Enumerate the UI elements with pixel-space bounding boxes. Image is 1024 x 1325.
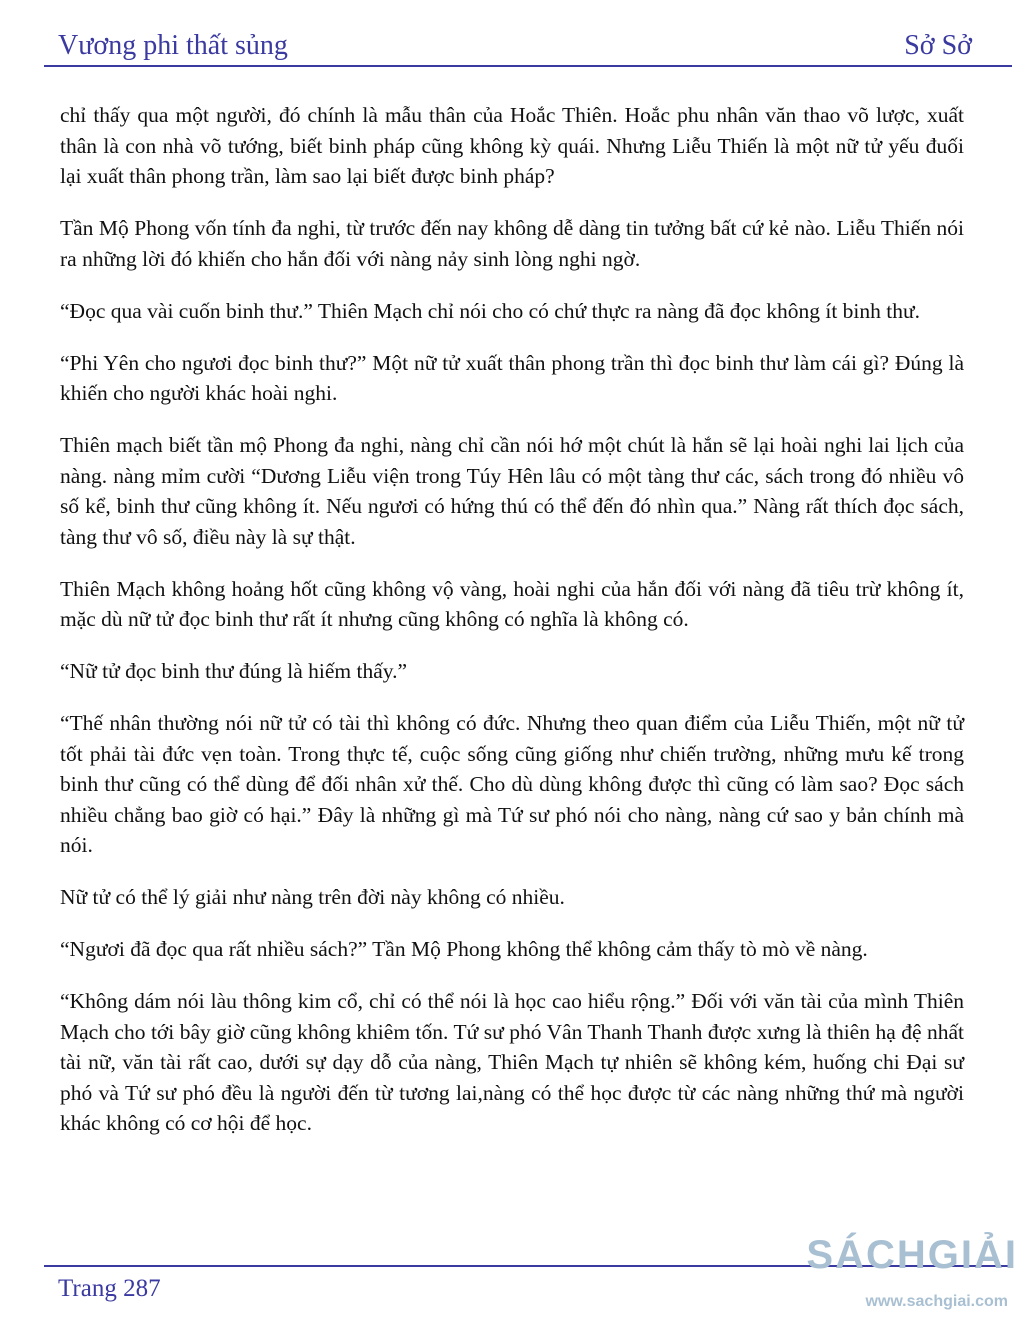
paragraph: “Không dám nói làu thông kim cổ, chỉ có thể nói là học cao hiểu rộng.” Đối với văn tài của mình Thiên Mạch cho tới bây giờ cũng không khiêm tốn. Tứ sư phó Vân Thanh Thanh được xưng là thiên hạ đệ nhất tài nữ, văn tài rất cao, dưới sự dạy dỗ của nàng, Thiên Mạch tự nhiên sẽ không kém, huống chi Đại sư phó và Tứ sư phó đều là người đến từ tương lai,nàng có thể học được từ các nàng những thứ mà người khác không có cơ hội để học. (60, 989, 964, 1135)
book-title: Vương phi thất sủng (58, 30, 288, 61)
page-number: Trang 287 (58, 1275, 161, 1302)
paragraph: Thiên Mạch không hoảng hốt cũng không vộ vàng, hoài nghi của hắn đối với nàng đã tiêu trừ không ít, mặc dù nữ tử đọc binh thư rất ít nhưng cũng không có nghĩa là không có. (60, 576, 964, 631)
paragraph: “Phi Yên cho ngươi đọc binh thư?” Một nữ tử xuất thân phong trần thì đọc binh thư làm cái gì? Đúng là khiến cho người khác hoài nghi. (60, 350, 964, 405)
watermark (808, 1233, 1018, 1321)
paragraph: “Nữ tử đọc binh thư đúng là hiếm thấy.” (60, 659, 408, 683)
paragraph: “Ngươi đã đọc qua rất nhiều sách?” Tần Mộ Phong không thể không cảm thấy tò mò về nàng. (60, 937, 868, 961)
paragraph: “Thế nhân thường nói nữ tử có tài thì không có đức. Nhưng theo quan điểm của Liễu Thiến, một nữ tử tốt phải tài đức vẹn toàn. Trong thực tế, cuộc sống cũng giống như chiến trường, những mưu kế trong binh thư cũng có thể dùng để đối nhân xử thế. Cho dù dùng không được thì cũng có làm sao? Đọc sách nhiều chẳng bao giờ có hại.” Đây là những gì mà Tứ sư phó nói cho nàng, nàng cứ sao y bản chính mà nói. (60, 711, 964, 857)
paragraph: Thiên mạch biết tần mộ Phong đa nghi, nàng chỉ cần nói hớ một chút là hắn sẽ lại hoài nghi lai lịch của nàng. nàng mỉm cười “Dương Liễu viện trong Túy Hên lâu có một tàng thư các, sách trong đó nhiều vô số kể, binh thư cũng không ít. Nếu ngươi có hứng thú có thể đến đó nhìn qua.” Nàng rất thích đọc sách, tàng thư vô số, điều này là sự thật. (60, 433, 964, 549)
page-header (58, 26, 972, 62)
paragraph: Nữ tử có thể lý giải như nàng trên đời này không có nhiều. (60, 885, 565, 909)
page-body (60, 100, 964, 1160)
paragraph: chỉ thấy qua một người, đó chính là mẫu thân của Hoắc Thiên. Hoắc phu nhân văn thao võ lược, xuất thân là con nhà võ tướng, biết binh pháp cũng không kỳ quái. Nhưng Liễu Thiến là một nữ tử yếu đuối lại xuất thân phong trần, làm sao lại biết được binh pháp? (60, 103, 964, 188)
author-name: Sở Sở (904, 30, 972, 61)
header-divider (44, 65, 1012, 67)
paragraph: “Đọc qua vài cuốn binh thư.” Thiên Mạch chỉ nói cho có chứ thực ra nàng đã đọc không ít binh thư. (60, 298, 921, 323)
watermark-logo: SÁCHGIẢI (806, 1233, 1018, 1277)
watermark-url: www.sachgiai.com (865, 1293, 1008, 1310)
paragraph: Tần Mộ Phong vốn tính đa nghi, từ trước đến nay không dễ dàng tin tưởng bất cứ kẻ nào. Liễu Thiến nói ra những lời đó khiến cho hắn đối với nàng nảy sinh lòng nghi ngờ. (60, 216, 964, 271)
